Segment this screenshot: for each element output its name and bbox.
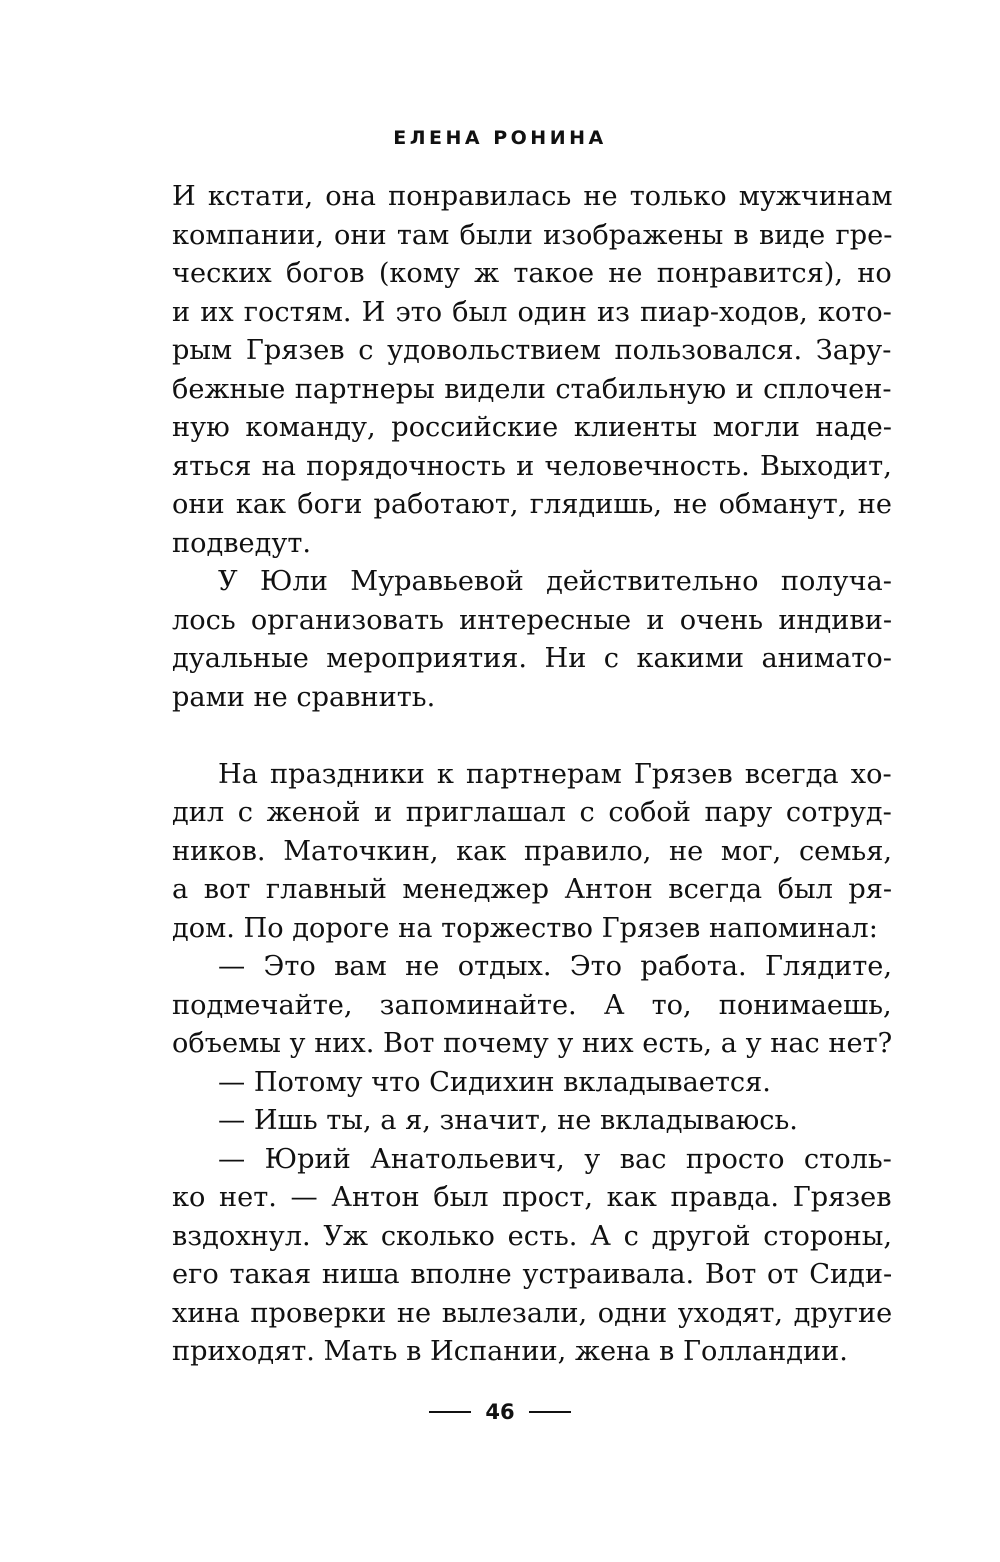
text-line: они как боги работают, глядишь, не обманут, не bbox=[172, 489, 892, 520]
folio-rule-right bbox=[529, 1411, 571, 1413]
text-line: хина проверки не вылезали, одни уходят, другие bbox=[172, 1297, 893, 1329]
running-head-author: ЕЛЕНА РОНИНА bbox=[393, 127, 607, 149]
text-line: дил с женой и приглашал с собой пару сотруд- bbox=[172, 797, 892, 828]
text-line: На праздники к партнерам Грязев всегда хо- bbox=[218, 758, 892, 790]
text-line: — Потому что Сидихин вкладывается. bbox=[218, 1066, 771, 1098]
body-text bbox=[172, 178, 892, 1372]
text-line: бежные партнеры видели стабильную и сплочен- bbox=[172, 373, 892, 405]
text-line: рами не сравнить. bbox=[172, 681, 436, 713]
folio-rule-left bbox=[429, 1411, 471, 1413]
text-line: и их гостям. И это был один из пиар-ходов, кото- bbox=[172, 296, 892, 328]
text-line: лось организовать интересные и очень индиви- bbox=[172, 604, 893, 636]
text-line: ко нет. — Антон был прост, как правда. Грязев bbox=[172, 1182, 892, 1213]
text-line: яться на порядочность и человечность. Выходит, bbox=[172, 450, 892, 482]
text-line: ников. Маточкин, как правило, не мог, семья, bbox=[172, 835, 893, 867]
text-line: — Юрий Анатольевич, у вас просто столь- bbox=[218, 1143, 892, 1175]
text-line: объемы у них. Вот почему у них есть, а у нас нет? bbox=[172, 1028, 893, 1059]
text-line: вздохнул. Уж сколько есть. А с другой стороны, bbox=[172, 1220, 893, 1252]
text-line: дуальные мероприятия. Ни с какими анимато- bbox=[172, 643, 892, 674]
text-line: У Юли Муравьевой действительно получа- bbox=[218, 566, 892, 597]
text-line: — Это вам не отдых. Это работа. Глядите, bbox=[218, 951, 893, 982]
page-number: 46 bbox=[485, 1400, 515, 1424]
text-line: И кстати, она понравилась не только мужчинам bbox=[172, 181, 893, 212]
text-line: а вот главный менеджер Антон всегда был ря- bbox=[172, 874, 893, 905]
text-line: ную команду, российские клиенты могли наде- bbox=[172, 412, 892, 443]
text-line: приходят. Мать в Испании, жена в Голландии. bbox=[172, 1336, 848, 1367]
text-line: рым Грязев с удовольствием пользовался. Зару- bbox=[172, 335, 892, 366]
text-line: ческих богов (кому ж такое не понравится), но bbox=[172, 258, 892, 289]
blank-line bbox=[172, 717, 892, 756]
text-line: — Ишь ты, а я, значит, не вкладываюсь. bbox=[218, 1105, 798, 1136]
text-line: подведут. bbox=[172, 527, 312, 559]
text-line: дом. По дороге на торжество Грязев напоминал: bbox=[172, 912, 878, 944]
page-folio bbox=[0, 1400, 1000, 1424]
text-line: его такая ниша вполне устраивала. Вот от Сиди- bbox=[172, 1259, 893, 1290]
text-line: подмечайте, запоминайте. А то, понимаешь, bbox=[172, 989, 892, 1021]
text-line: компании, они там были изображены в виде гре- bbox=[172, 219, 893, 251]
